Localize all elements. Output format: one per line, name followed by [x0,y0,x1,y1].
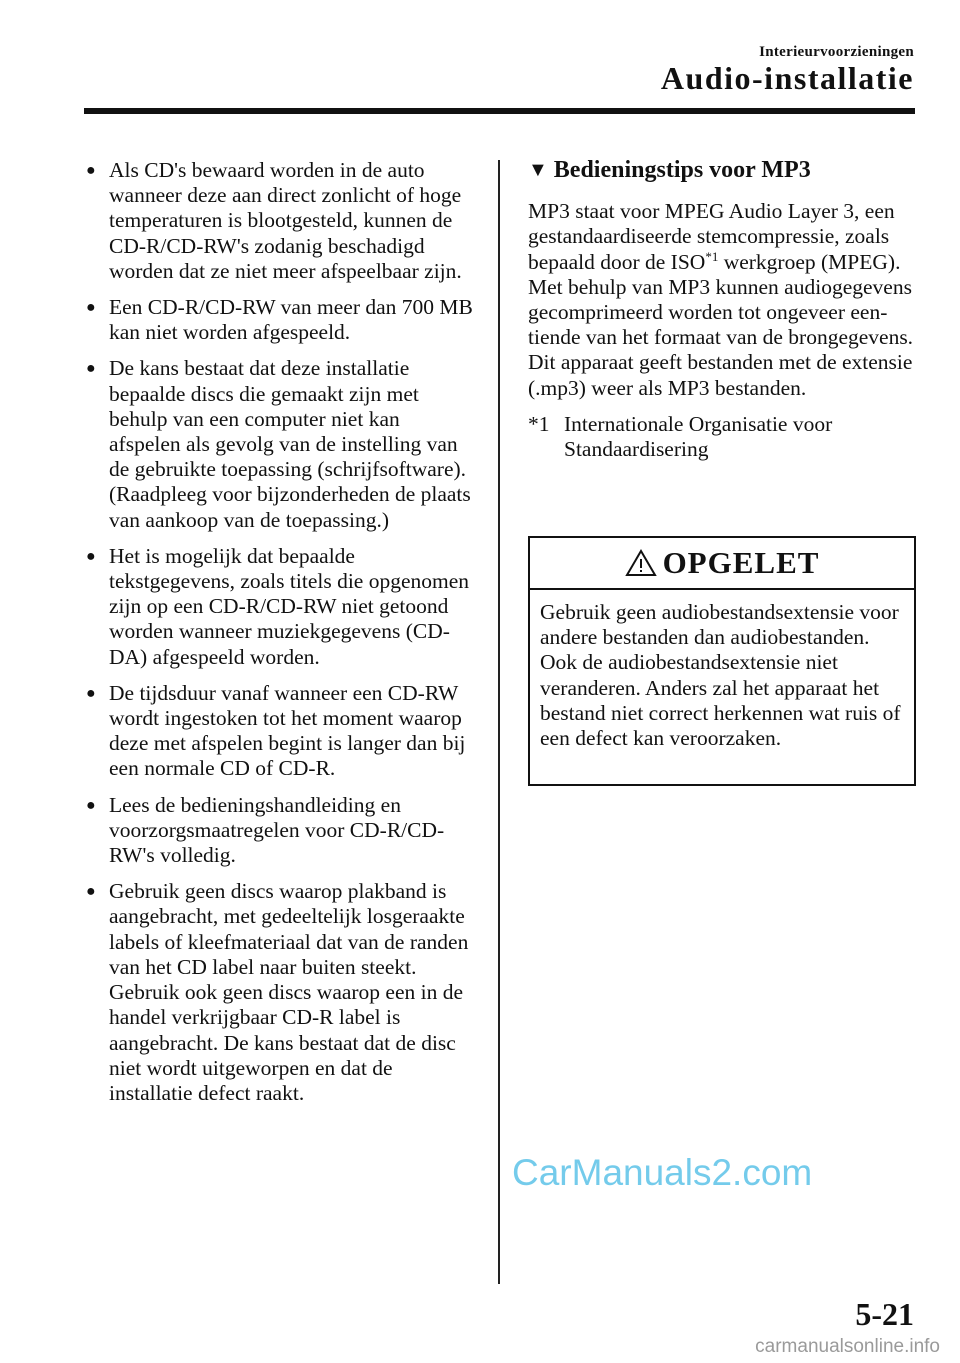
bullet-text: De kans bestaat dat deze installatie bepaalde discs die gemaakt zijn met behulp van een computer niet kan afspelen als gevolg van de instelling van de gebruikte toepassing (schrijfsoftware). (Raadpleeg voor bijzonderheden de plaats van aankoop van de toepassing.) [109,356,471,532]
bullet-item [84,793,474,869]
footnote-mark: *1 [528,411,550,436]
bullet-dot-icon: ● [86,883,96,901]
section-heading [528,158,916,183]
paragraph [528,199,916,275]
bullet-text: Als CD's bewaard worden in de auto wanneer deze aan direct zonlicht of hoge temperaturen is blootgesteld, kunnen de CD-R/CD-RW's zodanig beschadigd worden dat ze niet meer afspeelbaar zijn. [109,158,462,283]
bullet-item [84,544,474,670]
warning-triangle-icon [625,549,657,577]
caution-title: OPGELET [662,545,820,580]
paragraph: Dit apparaat geeft bestanden met de extensie (.mp3) weer als MP3 bestanden. [528,350,913,400]
bullet-text: Lees de bedieningshandleiding en voorzorgsmaatregelen voor CD-R/CD-RW's volledig. [109,792,445,868]
left-column [84,158,474,1117]
bullet-dot-icon: ● [86,162,96,179]
footnote [528,412,916,462]
paragraph-text: werkgroep (MPEG). [718,249,901,274]
footer-site-watermark: carmanualsonline.info [755,1336,940,1357]
right-column [528,158,916,462]
paragraph-text: MP3 staat voor MPEG Audio Layer 3, een gestandaardiseerde stemcompressie, zoals bepaald door de ISO [528,199,895,274]
bullet-item [84,681,474,782]
bullet-text: Een CD-R/CD-RW van meer dan 700 MB kan niet worden afgespeeld. [109,295,473,345]
caution-box [528,536,916,786]
bullet-item [84,356,474,532]
caution-header [530,538,914,590]
bullet-dot-icon: ● [86,547,96,565]
bullet-dot-icon: ● [86,796,96,814]
column-divider [498,160,500,1284]
page-number: 5-21 [855,1296,914,1332]
triangle-down-icon: ▼ [528,159,548,181]
paragraph: Met behulp van MP3 kunnen audiogegevens gecomprimeerd worden tot ongeveer een-tiende van het formaat van de brongegevens. [528,274,914,350]
header-section-label: Interieurvoorzieningen [759,44,914,60]
footnote-text: Internationale Organisatie voor Standaardisering [564,411,833,462]
bullet-item [84,158,474,284]
header-rule [84,108,915,114]
page-title: Audio-installatie [660,60,914,96]
bullet-dot-icon: ● [86,684,96,702]
bullet-item [84,879,474,1106]
caution-body: Gebruik geen audiobestandsextensie voor andere bestanden dan audiobestanden. Ook de audiobestandsextensie niet veranderen. Anders zal het apparaat het bestand niet correct herkennen wat ruis of een defect kan veroorzaken. [540,600,901,751]
bullet-text: Het is mogelijk dat bepaalde tekstgegevens, zoals titels die opgenomen zijn op een CD-R/CD-RW niet getoond worden wanneer muziekgegevens (CD-DA) afgespeeld worden. [109,543,470,669]
bullet-item [84,295,474,345]
bullet-text: Gebruik geen discs waarop plakband is aangebracht, met gedeeltelijk losgeraakte labels of kleefmateriaal dat van de randen van het CD label naar buiten steekt. Gebruik ook geen discs waarop een in de handel verkrijgbaar CD-R label is aangebracht. De kans bestaat dat de disc niet wordt uitgeworpen en dat de installatie defect raakt. [109,879,469,1105]
watermark: CarManuals2.com [512,1152,813,1193]
section-heading-text: Bedieningstips voor MP3 [553,157,811,183]
bullet-text: De tijdsduur vanaf wanneer een CD-RW wordt ingestoken tot het moment waarop deze met afspelen begint is langer dan bij een normale CD of CD-R. [109,680,466,781]
footnote-reference: *1 [705,248,719,264]
bullet-dot-icon: ● [86,299,96,317]
bullet-dot-icon: ● [86,360,96,378]
